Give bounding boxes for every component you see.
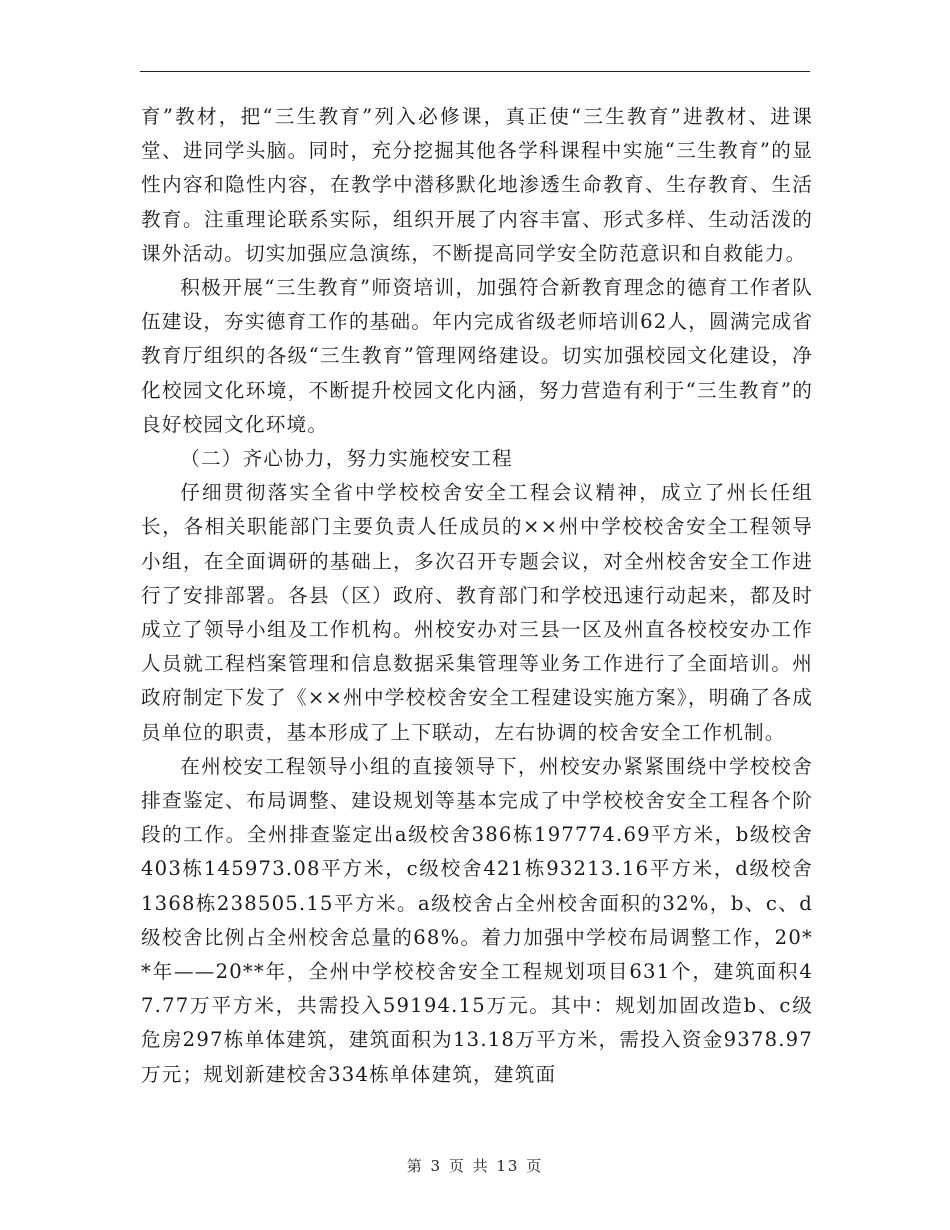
paragraph-3: 仔细贯彻落实全省中学校校舍安全工程会议精神，成立了州长任组长，各相关职能部门主要负责人任成员的××州中学校校舍安全工程领导小组，在全面调研的基础上，多次召开专题会议，对全州校舍安全工作进行了安排部署。各县（区）政府、教育部门和学校迅速行动起来，都及时成立了领导小组及工作机构。州校安办对三县一区及州直各校校安办工作人员就工程档案管理和信息数据采集管理等业务工作进行了全面培训。州政府制定下发了《××州中学校校舍安全工程建设实施方案》，明确了各成员单位的职责，基本形成了上下联动，左右协调的校舍安全工作机制。 (141, 481, 813, 744)
paragraph-4: 在州校安工程领导小组的直接领导下，州校安办紧紧围绕中学校校舍排查鉴定、布局调整、建设规划等基本完成了中学校校舍安全工程各个阶段的工作。全州排查鉴定出a级校舍386栋197774.69平方米，b级校舍403栋145973.08平方米，c级校舍421栋93213.16平方米，d级校舍1368栋238505.15平方米。a级校舍占全州校舍面积的32%，b、c、d级校舍比例占全州校舍总量的68%。着力加强中学校布局调整工作，20**年——20**年，全州中学校校舍安全工程规划项目631个，建筑面积47.77万平方米，共需投入59194.15万元。其中：规划加固改造b、c级危房297栋单体建筑，建筑面积为13.18万平方米，需投入资金9378.97万元；规划新建校舍334栋单体建筑，建筑面 (141, 754, 813, 1086)
paragraph-2: 积极开展“三生教育”师资培训，加强符合新教育理念的德育工作者队伍建设，夯实德育工作的基础。年内完成省级老师培训62人，圆满完成省教育厅组织的各级“三生教育”管理网络建设。切实加强校园文化建设，净化校园文化环境，不断提升校园文化内涵，努力营造有利于“三生教育”的良好校园文化环境。 (141, 276, 813, 436)
section-heading: （二）齐心协力，努力实施校安工程 (180, 447, 513, 471)
header-rule (140, 71, 810, 72)
page-number: 第 3 页 共 13 页 (406, 1157, 544, 1175)
paragraph-1: 育”教材，把“三生教育”列入必修课，真正使“三生教育”进教材、进课堂、进同学头脑。同时，充分挖掘其他各学科课程中实施“三生教育”的显性内容和隐性内容，在教学中潜移默化地渗透生命教育、生存教育、生活教育。注重理论联系实际，组织开展了内容丰富、形式多样、生动活泼的课外活动。切实加强应急演练，不断提高同学安全防范意识和自救能力。 (141, 105, 813, 265)
document-body (141, 100, 813, 1092)
